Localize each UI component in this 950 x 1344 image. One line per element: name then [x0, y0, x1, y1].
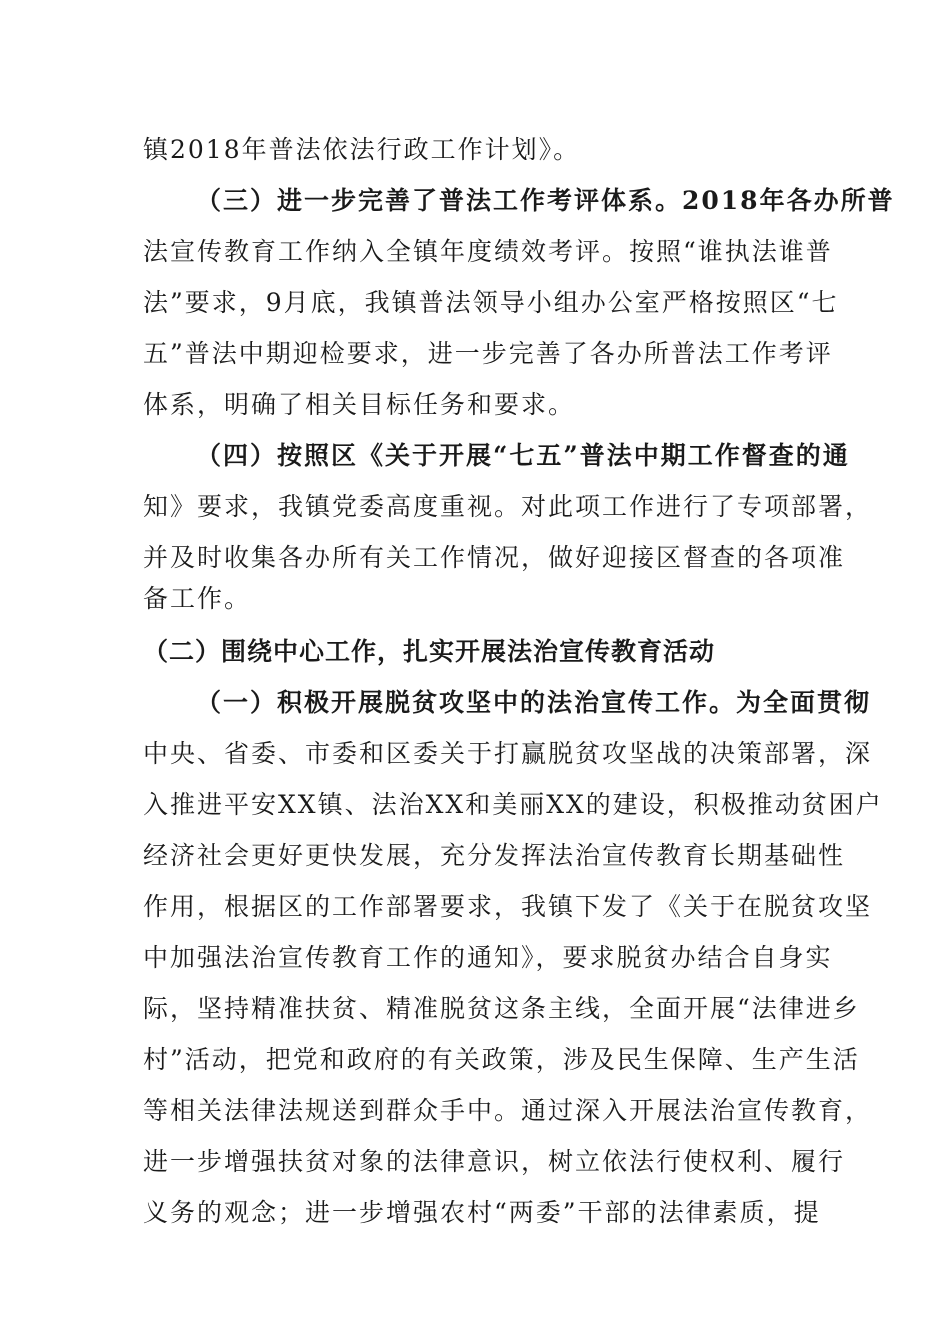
text-line: 五”普法中期迎检要求，进一步完善了各办所普法工作考评 — [143, 339, 833, 368]
text-line: 镇2018年普法依法行政工作计划》。 — [143, 135, 581, 164]
text-line: 知》要求，我镇党委高度重视。对此项工作进行了专项部署， — [143, 492, 873, 521]
text-line: 法”要求，9月底，我镇普法领导小组办公室严格按照区“七 — [143, 288, 839, 317]
text-line: 中央、省委、市委和区委关于打赢脱贫攻坚战的决策部署，深 — [143, 739, 873, 768]
text-line: 作用，根据区的工作部署要求，我镇下发了《关于在脱贫攻坚 — [143, 892, 873, 921]
text-line: 经济社会更好更快发展，充分发挥法治宣传教育长期基础性 — [143, 841, 846, 870]
paragraph-heading-line: （四）按照区《关于开展“七五”普法中期工作督查的通 — [196, 441, 850, 470]
text-line: 并及时收集各办所有关工作情况，做好迎接区督查的各项准 — [143, 543, 846, 572]
text-line: 村”活动，把党和政府的有关政策，涉及民生保障、生产生活 — [143, 1045, 860, 1074]
text-line: 法宣传教育工作纳入全镇年度绩效考评。按照“谁执法谁普 — [143, 237, 833, 266]
section-heading: （二）围绕中心工作，扎实开展法治宣传教育活动 — [143, 637, 716, 666]
paragraph-heading-line: （一）积极开展脱贫攻坚中的法治宣传工作。为全面贯彻 — [196, 688, 872, 717]
text-line: 义务的观念；进一步增强农村“两委”干部的法律素质，提 — [143, 1198, 821, 1227]
text-line: 备工作。 — [143, 584, 252, 613]
text-line: 等相关法律法规送到群众手中。通过深入开展法治宣传教育， — [143, 1096, 873, 1125]
text-line: 入推进平安XX镇、法治XX和美丽XX的建设，积极推动贫困户 — [143, 790, 883, 819]
text-line: 进一步增强扶贫对象的法律意识，树立依法行使权利、履行 — [143, 1147, 846, 1176]
paragraph-heading-line: （三）进一步完善了普法工作考评体系。2018年各办所普 — [196, 186, 895, 215]
text-line: 中加强法治宣传教育工作的通知》，要求脱贫办结合自身实 — [143, 943, 833, 972]
text-line: 际，坚持精准扶贫、精准脱贫这条主线，全面开展“法律进乡 — [143, 994, 860, 1023]
text-line: 体系，明确了相关目标任务和要求。 — [143, 390, 576, 419]
